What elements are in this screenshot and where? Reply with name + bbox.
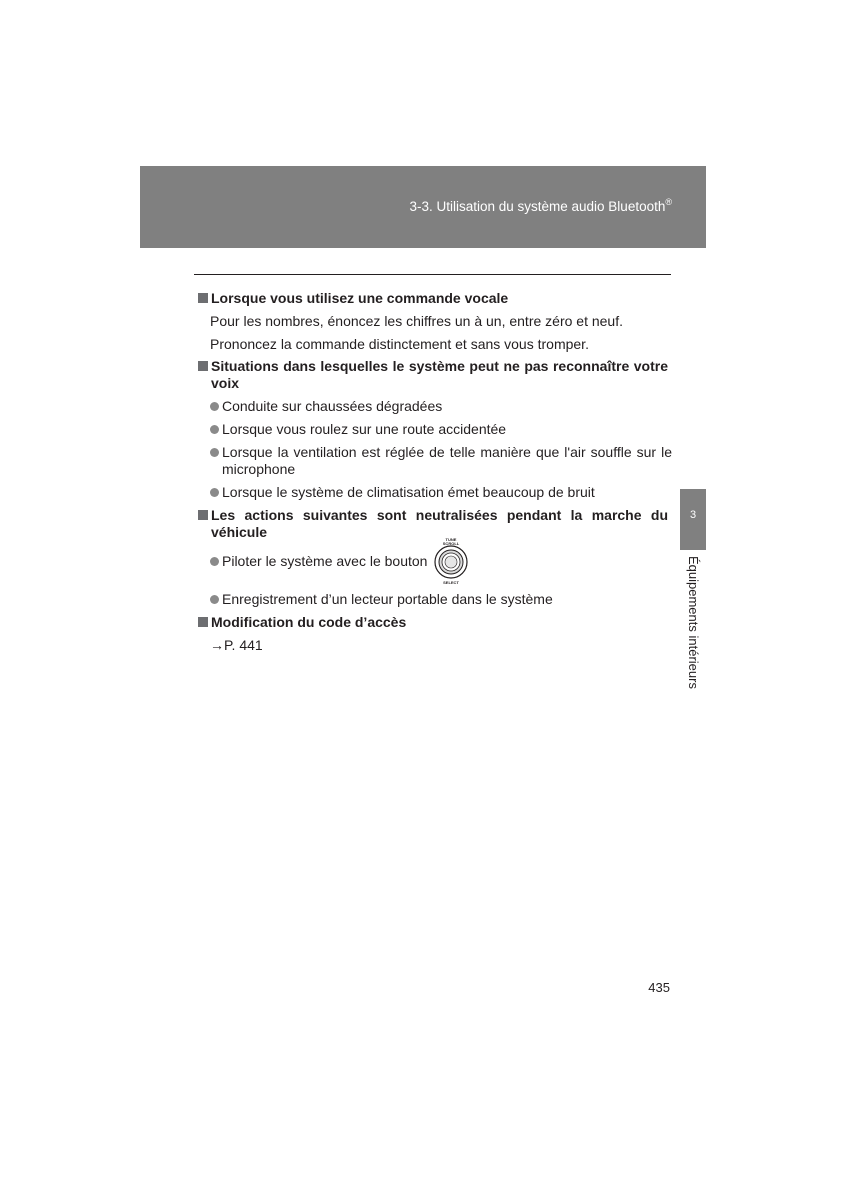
section-title: 3-3. Utilisation du système audio Bluetooth® xyxy=(409,196,672,214)
section-heading: Situations dans lesquelles le système peut ne pas reconnaître votre voix xyxy=(211,358,668,391)
paragraph: Prononcez la commande distinctement et sans vous tromper. xyxy=(210,336,589,352)
chapter-tab[interactable] xyxy=(680,489,706,550)
round-bullet-icon xyxy=(210,402,219,411)
section-heading: Lorsque vous utilisez une commande vocale xyxy=(211,290,509,306)
round-bullet-icon xyxy=(210,448,219,457)
section-heading: Modification du code d’accès xyxy=(211,614,407,630)
chapter-header-band xyxy=(140,166,706,248)
square-bullet-icon xyxy=(198,510,208,520)
list-item: Lorsque le système de climatisation émet beaucoup de bruit xyxy=(198,484,680,501)
page-number: 435 xyxy=(648,980,670,995)
section-voice-command xyxy=(198,290,668,307)
header-rule xyxy=(194,274,671,275)
list-item: Enregistrement d’un lecteur portable dans le système xyxy=(198,591,680,608)
square-bullet-icon xyxy=(198,361,208,371)
chapter-label: Équipements intérieurs xyxy=(686,556,701,689)
round-bullet-icon xyxy=(210,595,219,604)
page-reference-link[interactable]: →P. 441 xyxy=(210,637,263,653)
section-recognition-issues xyxy=(198,358,668,392)
registered-mark: ® xyxy=(665,196,672,207)
round-bullet-icon xyxy=(210,425,219,434)
chapter-number: 3 xyxy=(689,509,697,521)
list-item: Lorsque la ventilation est réglée de telle manière que l'air souffle sur le microphone xyxy=(198,444,680,478)
paragraph: Pour les nombres, énoncez les chiffres un à un, entre zéro et neuf. xyxy=(210,313,623,329)
list-item: Conduite sur chaussées dégradées xyxy=(198,398,680,415)
section-access-code xyxy=(198,614,668,631)
svg-text:SCROLL: SCROLL xyxy=(443,541,460,546)
square-bullet-icon xyxy=(198,293,208,303)
list-item: Lorsque vous roulez sur une route accidentée xyxy=(198,421,680,438)
list-item: Piloter le système avec le bouton TUNE SCROLL SELECT xyxy=(198,536,680,586)
section-heading: Les actions suivantes sont neutralisées pendant la marche du véhicule xyxy=(211,507,668,540)
round-bullet-icon xyxy=(210,557,219,566)
tune-scroll-select-knob-icon xyxy=(431,536,471,586)
square-bullet-icon xyxy=(198,617,208,627)
round-bullet-icon xyxy=(210,488,219,497)
svg-text:TUNE: TUNE xyxy=(446,537,457,542)
svg-text:SELECT: SELECT xyxy=(443,580,460,585)
